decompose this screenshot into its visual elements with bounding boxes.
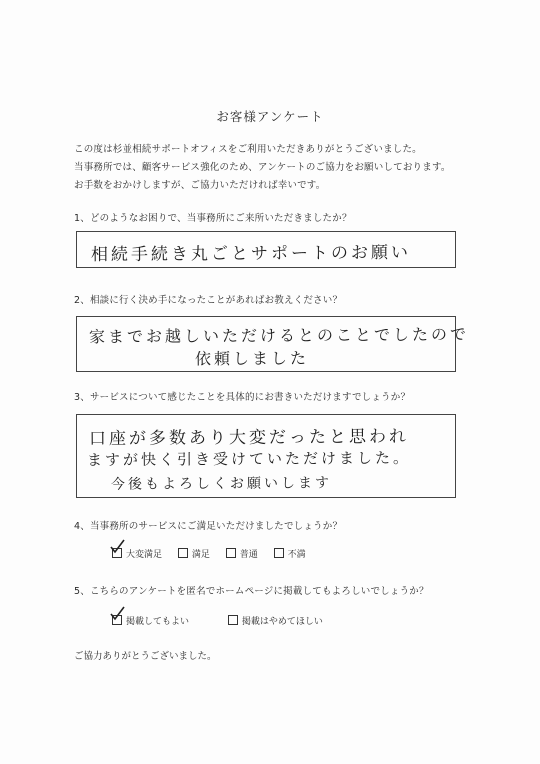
question-1: 1、どのようなお困りで、当事務所にご来所いただきましたか？ bbox=[74, 213, 352, 224]
option-satisfied[interactable] bbox=[178, 547, 210, 560]
handwritten-answer: 口座が多数あり大変だったと思われ bbox=[88, 426, 410, 450]
option-label: 満足 bbox=[191, 550, 210, 560]
option-allow-publish[interactable] bbox=[112, 614, 189, 627]
handwritten-answer: 相続手続き丸ごとサポートのお願い bbox=[90, 242, 412, 266]
checkbox[interactable] bbox=[112, 615, 122, 625]
checkbox[interactable] bbox=[226, 548, 236, 558]
option-deny-publish[interactable] bbox=[228, 614, 323, 627]
check-mark-icon bbox=[110, 606, 126, 622]
option-neutral[interactable] bbox=[226, 547, 258, 560]
satisfaction-options bbox=[112, 547, 319, 560]
option-dissatisfied[interactable] bbox=[274, 547, 306, 560]
publication-options bbox=[112, 614, 336, 627]
question-2: 2、相談に行く決め手になったことがあればお教えください？ bbox=[74, 295, 343, 306]
checkbox[interactable] bbox=[274, 548, 284, 558]
handwritten-answer: 今後もよろしくお願いします bbox=[110, 475, 333, 493]
check-mark-icon bbox=[110, 539, 126, 555]
option-label: 掲載はやめてほしい bbox=[241, 617, 323, 627]
checkbox[interactable] bbox=[228, 615, 238, 625]
checkbox[interactable] bbox=[112, 548, 122, 558]
checkbox[interactable] bbox=[178, 548, 188, 558]
closing-text: ご協力ありがとうございました。 bbox=[74, 651, 217, 662]
option-very-satisfied[interactable] bbox=[112, 547, 162, 560]
option-label: 大変満足 bbox=[126, 550, 163, 560]
answer-box-2 bbox=[76, 316, 470, 372]
question-5: 5、こちらのアンケートを匿名でホームページに掲載してもよろしいでしょうか？ bbox=[74, 586, 429, 597]
option-label: 普通 bbox=[239, 550, 258, 560]
handwritten-answer: ますが快く引き受けていただけました。 bbox=[86, 448, 412, 470]
question-4: 4、当事務所のサービスにご満足いただけましたでしょうか？ bbox=[74, 521, 343, 532]
handwritten-answer: 依頼しました bbox=[194, 348, 310, 369]
option-label: 不満 bbox=[287, 550, 306, 560]
page-title: お客様アンケート bbox=[216, 109, 324, 124]
intro-line: 当事務所では、顧客サービス強化のため、アンケートのご協力をお願いしております。 bbox=[74, 162, 451, 173]
handwritten-answer: 家までお越しいただけるとのことでしたので bbox=[88, 324, 470, 347]
intro-line: お手数をおかけしますが、ご協力いただければ幸いです。 bbox=[74, 180, 326, 191]
option-label: 掲載してもよい bbox=[126, 617, 190, 627]
question-3: 3、サービスについて感じたことを具体的にお書きいただけますでしょうか？ bbox=[74, 392, 411, 403]
answer-box-1 bbox=[76, 231, 456, 268]
intro-line: この度は杉並相続サポートオフィスをご利用いただきありがとうございました。 bbox=[74, 144, 422, 155]
answer-box-3 bbox=[76, 414, 456, 498]
